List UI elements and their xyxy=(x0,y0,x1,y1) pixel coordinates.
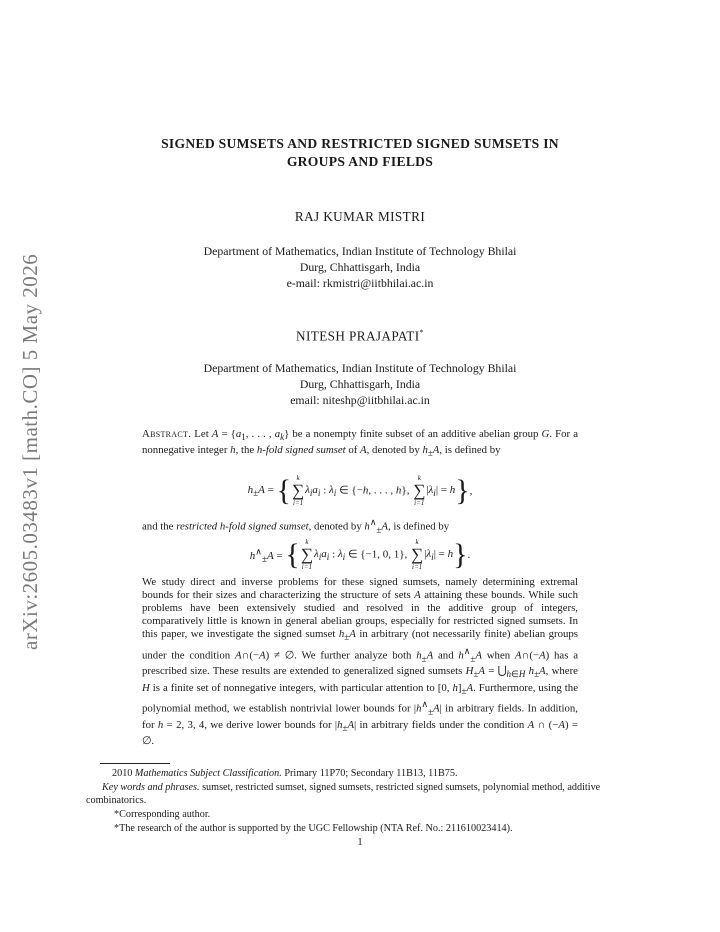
department-2: Department of Mathematics, Indian Institute of Technology Bhilai xyxy=(203,361,517,375)
footnote-msc: 2010 Mathematics Subject Classification. Primary 11P70; Secondary 11B13, 11B75. xyxy=(112,768,458,779)
author-name-1: RAJ KUMAR MISTRI xyxy=(294,209,426,224)
author-affiliation-1 xyxy=(0,243,720,291)
arxiv-stamp: arXiv:2605.03483v1 [math.CO] 5 May 2026 xyxy=(18,253,42,650)
paper-title xyxy=(100,135,620,171)
email-1: e-mail: rkmistri@iitbhilai.ac.in xyxy=(286,276,434,290)
footnote-corresponding: *Corresponding author. xyxy=(114,809,211,820)
footnote-keywords: Key words and phrases. sumset, restricted sumset, signed sumsets, restricted signed sumsets, polynomial method, additive combinatorics. xyxy=(86,782,601,807)
abstract-body: We study direct and inverse problems for these signed sumsets, namely determining extremal bounds for their sizes and characterizing the structure of sets A attaining these bounds. While such problems have been extensively studied and resolved in the additive group of integers, comparatively little is known in general abelian groups, especially for restricted signed sumsets. In this paper, we investigate the signed sumset $h_\pm A$ in arbitrary (not necessarily finite) abelian groups under the condition A∩(−A) ≠ ∅. We further analyze both $h_\pm A$ and $h^\wedge_\pm A$ when A∩(−A) has a prescribed size. These results are extended to generalized signed sumsets $H_\pm A$ = $⋃_{h\in H}$ $h_\pm A$, where H is a finite set of nonnegative integers, with particular attention to [0, $h]_\pm A$. Furthermore, using the polynomial method, we establish nontrivial lower bounds for $|h^\wedge_\pm A|$ in arbitrary fields. In addition, for h = 2, 3, 4, we derive lower bounds for $|h_\pm A|$ in arbitrary fields under the condition A ∩ (−A) = ∅. xyxy=(142,576,578,748)
author-affiliation-2 xyxy=(0,360,720,408)
email-2: email: niteshp@iitbhilai.ac.in xyxy=(290,393,430,407)
author-name-2: NITESH PRAJAPATI* xyxy=(296,328,424,344)
footnote-rule xyxy=(100,763,170,764)
page-number: 1 xyxy=(357,837,363,848)
department-1: Department of Mathematics, Indian Institute of Technology Bhilai xyxy=(203,244,517,258)
equation-restricted-signed-sumset: $h^\wedge_\pm A$ = { k ∑ i=1 $\lambda_ia_i$ : $\lambda_i$ ∈ {−1, 0, 1}, k ∑ i=1 $|\lambda_i| = h$}. xyxy=(249,538,471,571)
abstract-heading: Abstract. xyxy=(142,428,192,440)
abstract-middle: and the restricted h-fold signed sumset, denoted by $h^\wedge_\pm A$, is defined by xyxy=(142,517,450,535)
abstract-intro: Abstract. Let $A = \{a_1$, . . . , $a_k$} be a nonempty finite subset of an additive abelian group G. For a nonnegative integer h, the h-fold signed sumset of A, denoted by $h_\pm A$, is defined by xyxy=(142,428,578,459)
location-2: Durg, Chhattisgarh, India xyxy=(299,377,421,391)
location-1: Durg, Chhattisgarh, India xyxy=(299,260,421,274)
title-line-2: GROUPS AND FIELDS xyxy=(286,154,434,169)
title-line-1: SIGNED SUMSETS AND RESTRICTED SIGNED SUMSETS IN xyxy=(161,136,559,151)
footnote-funding: *The research of the author is supported by the UGC Fellowship (NTA Ref. No.: 211610023414). xyxy=(114,823,513,834)
equation-signed-sumset: $h_\pm A$ = { k ∑ i=1 $\lambda_ia_i$ : $\lambda_i$ ∈ {−h, . . . , h}, k ∑ i=1 $|\lambda_i| = h$}, xyxy=(247,474,473,507)
